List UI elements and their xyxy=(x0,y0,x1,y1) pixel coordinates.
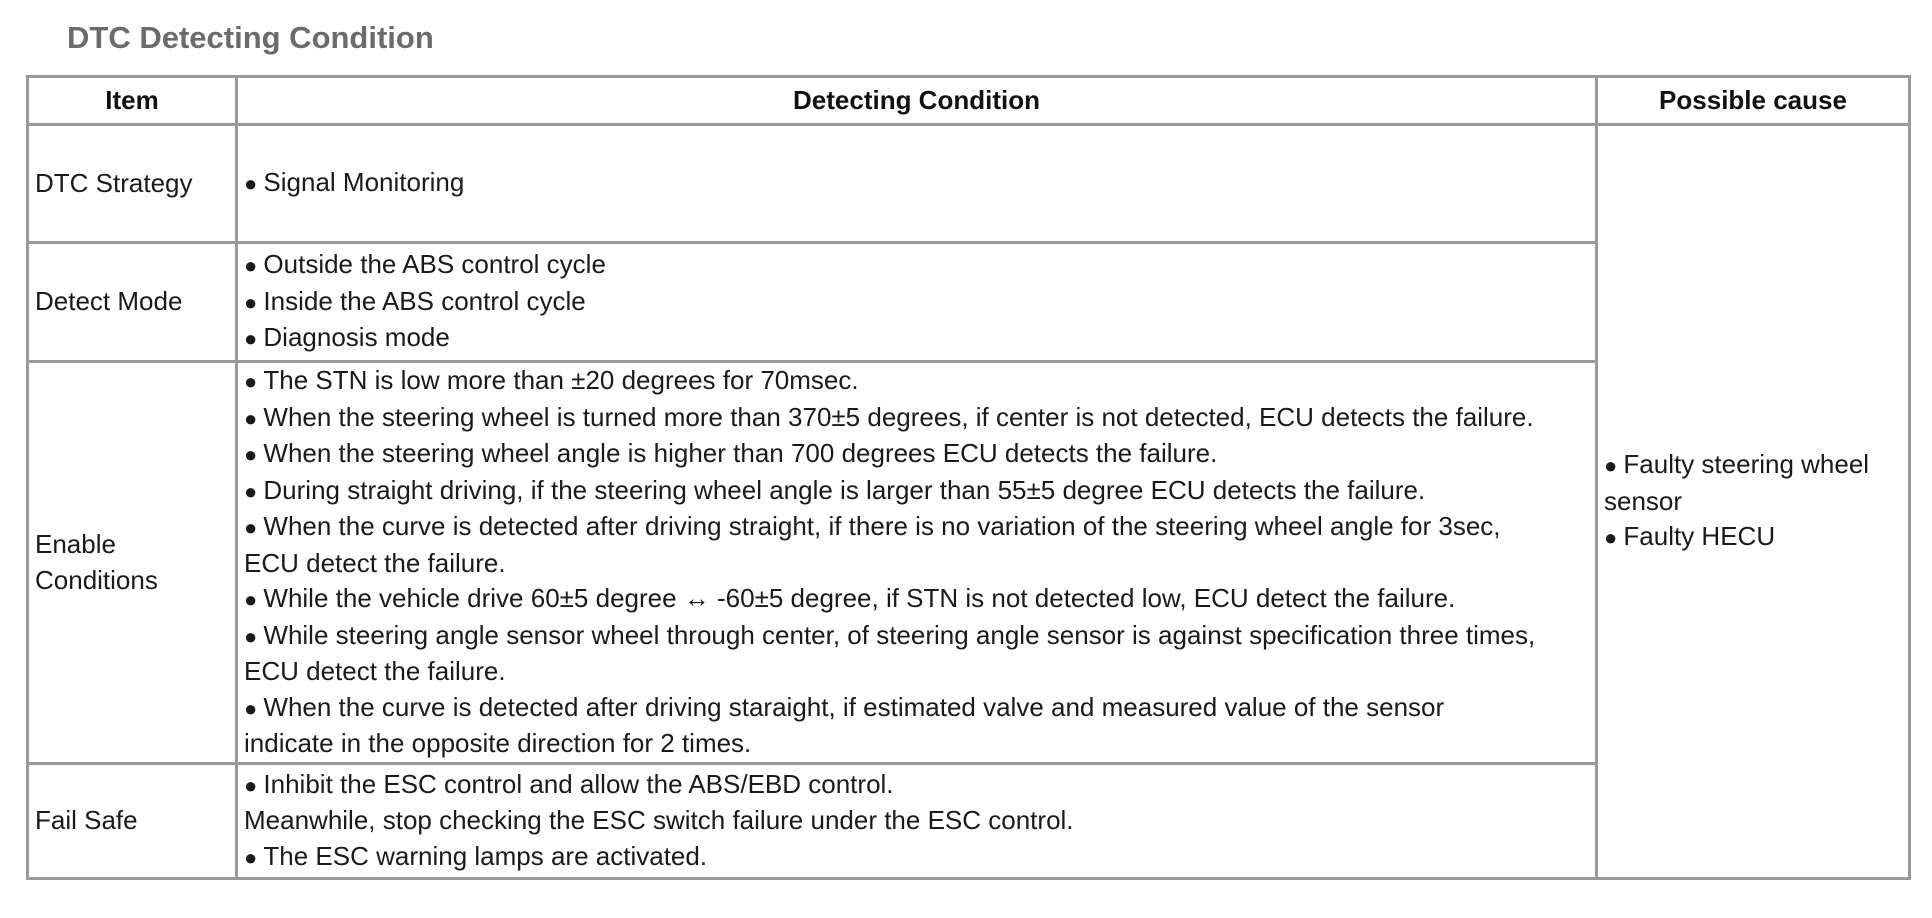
condition-line: ● Outside the ABS control cycle xyxy=(244,247,1589,284)
item-label-line: Conditions xyxy=(35,564,158,595)
condition-cell-enable-conditions xyxy=(237,362,1597,764)
item-cell-fail-safe: Fail Safe xyxy=(28,764,237,879)
condition-line: ● Inhibit the ESC control and allow the ABS/EBD control. xyxy=(244,767,1589,804)
condition-line: ● When the curve is detected after driving staraight, if estimated valve and measured value of the sensor xyxy=(244,690,1589,727)
table-row xyxy=(28,125,1910,243)
condition-cell-detect-mode xyxy=(237,243,1597,362)
condition-line: ● The STN is low more than ±20 degrees for 70msec. xyxy=(244,363,1589,400)
condition-line-continued: ECU detect the failure. xyxy=(244,656,506,687)
condition-line: ● When the steering wheel angle is higher than 700 degrees ECU detects the failure. xyxy=(244,436,1589,473)
condition-line: ● While steering angle sensor wheel through center, of steering angle sensor is against specification three times, xyxy=(244,618,1589,655)
condition-line: ● During straight driving, if the steering wheel angle is larger than 55±5 degree ECU detects the failure. xyxy=(244,473,1589,510)
table-header-row xyxy=(28,77,1910,125)
dtc-condition-table xyxy=(26,75,1911,880)
condition-line-continued: ECU detect the failure. xyxy=(244,547,506,578)
possible-cause-item: ● Faulty steering wheel sensor xyxy=(1604,447,1902,519)
condition-cell-dtc-strategy xyxy=(237,125,1597,243)
condition-line: ● When the curve is detected after driving straight, if there is no variation of the steering wheel angle for 3sec, xyxy=(244,509,1589,546)
condition-line-continued: indicate in the opposite direction for 2 times. xyxy=(244,728,752,759)
possible-cause-item: ● Faulty HECU xyxy=(1604,519,1902,556)
condition-line: ● Inside the ABS control cycle xyxy=(244,284,1589,321)
item-cell-enable-conditions xyxy=(28,362,237,764)
condition-cell-fail-safe xyxy=(237,764,1597,879)
possible-cause-cell xyxy=(1597,125,1910,879)
header-possible-cause: Possible cause xyxy=(1597,77,1910,125)
condition-line-continued: Meanwhile, stop checking the ESC switch failure under the ESC control. xyxy=(244,805,1074,836)
condition-line: ● Diagnosis mode xyxy=(244,320,1589,357)
item-cell-detect-mode: Detect Mode xyxy=(28,243,237,362)
condition-line: ● When the steering wheel is turned more than 370±5 degrees, if center is not detected, ECU detects the failure. xyxy=(244,400,1589,437)
section-title: DTC Detecting Condition xyxy=(67,20,434,55)
header-item: Item xyxy=(28,77,237,125)
header-detecting-condition: Detecting Condition xyxy=(237,77,1597,125)
condition-line: ● The ESC warning lamps are activated. xyxy=(244,839,1589,876)
condition-line: ● Signal Monitoring xyxy=(244,165,1589,202)
item-cell-dtc-strategy: DTC Strategy xyxy=(28,125,237,243)
condition-line: ● While the vehicle drive 60±5 degree ↔ -60±5 degree, if STN is not detected low, ECU detect the failure. xyxy=(244,581,1589,618)
item-label-line: Enable xyxy=(35,529,116,559)
